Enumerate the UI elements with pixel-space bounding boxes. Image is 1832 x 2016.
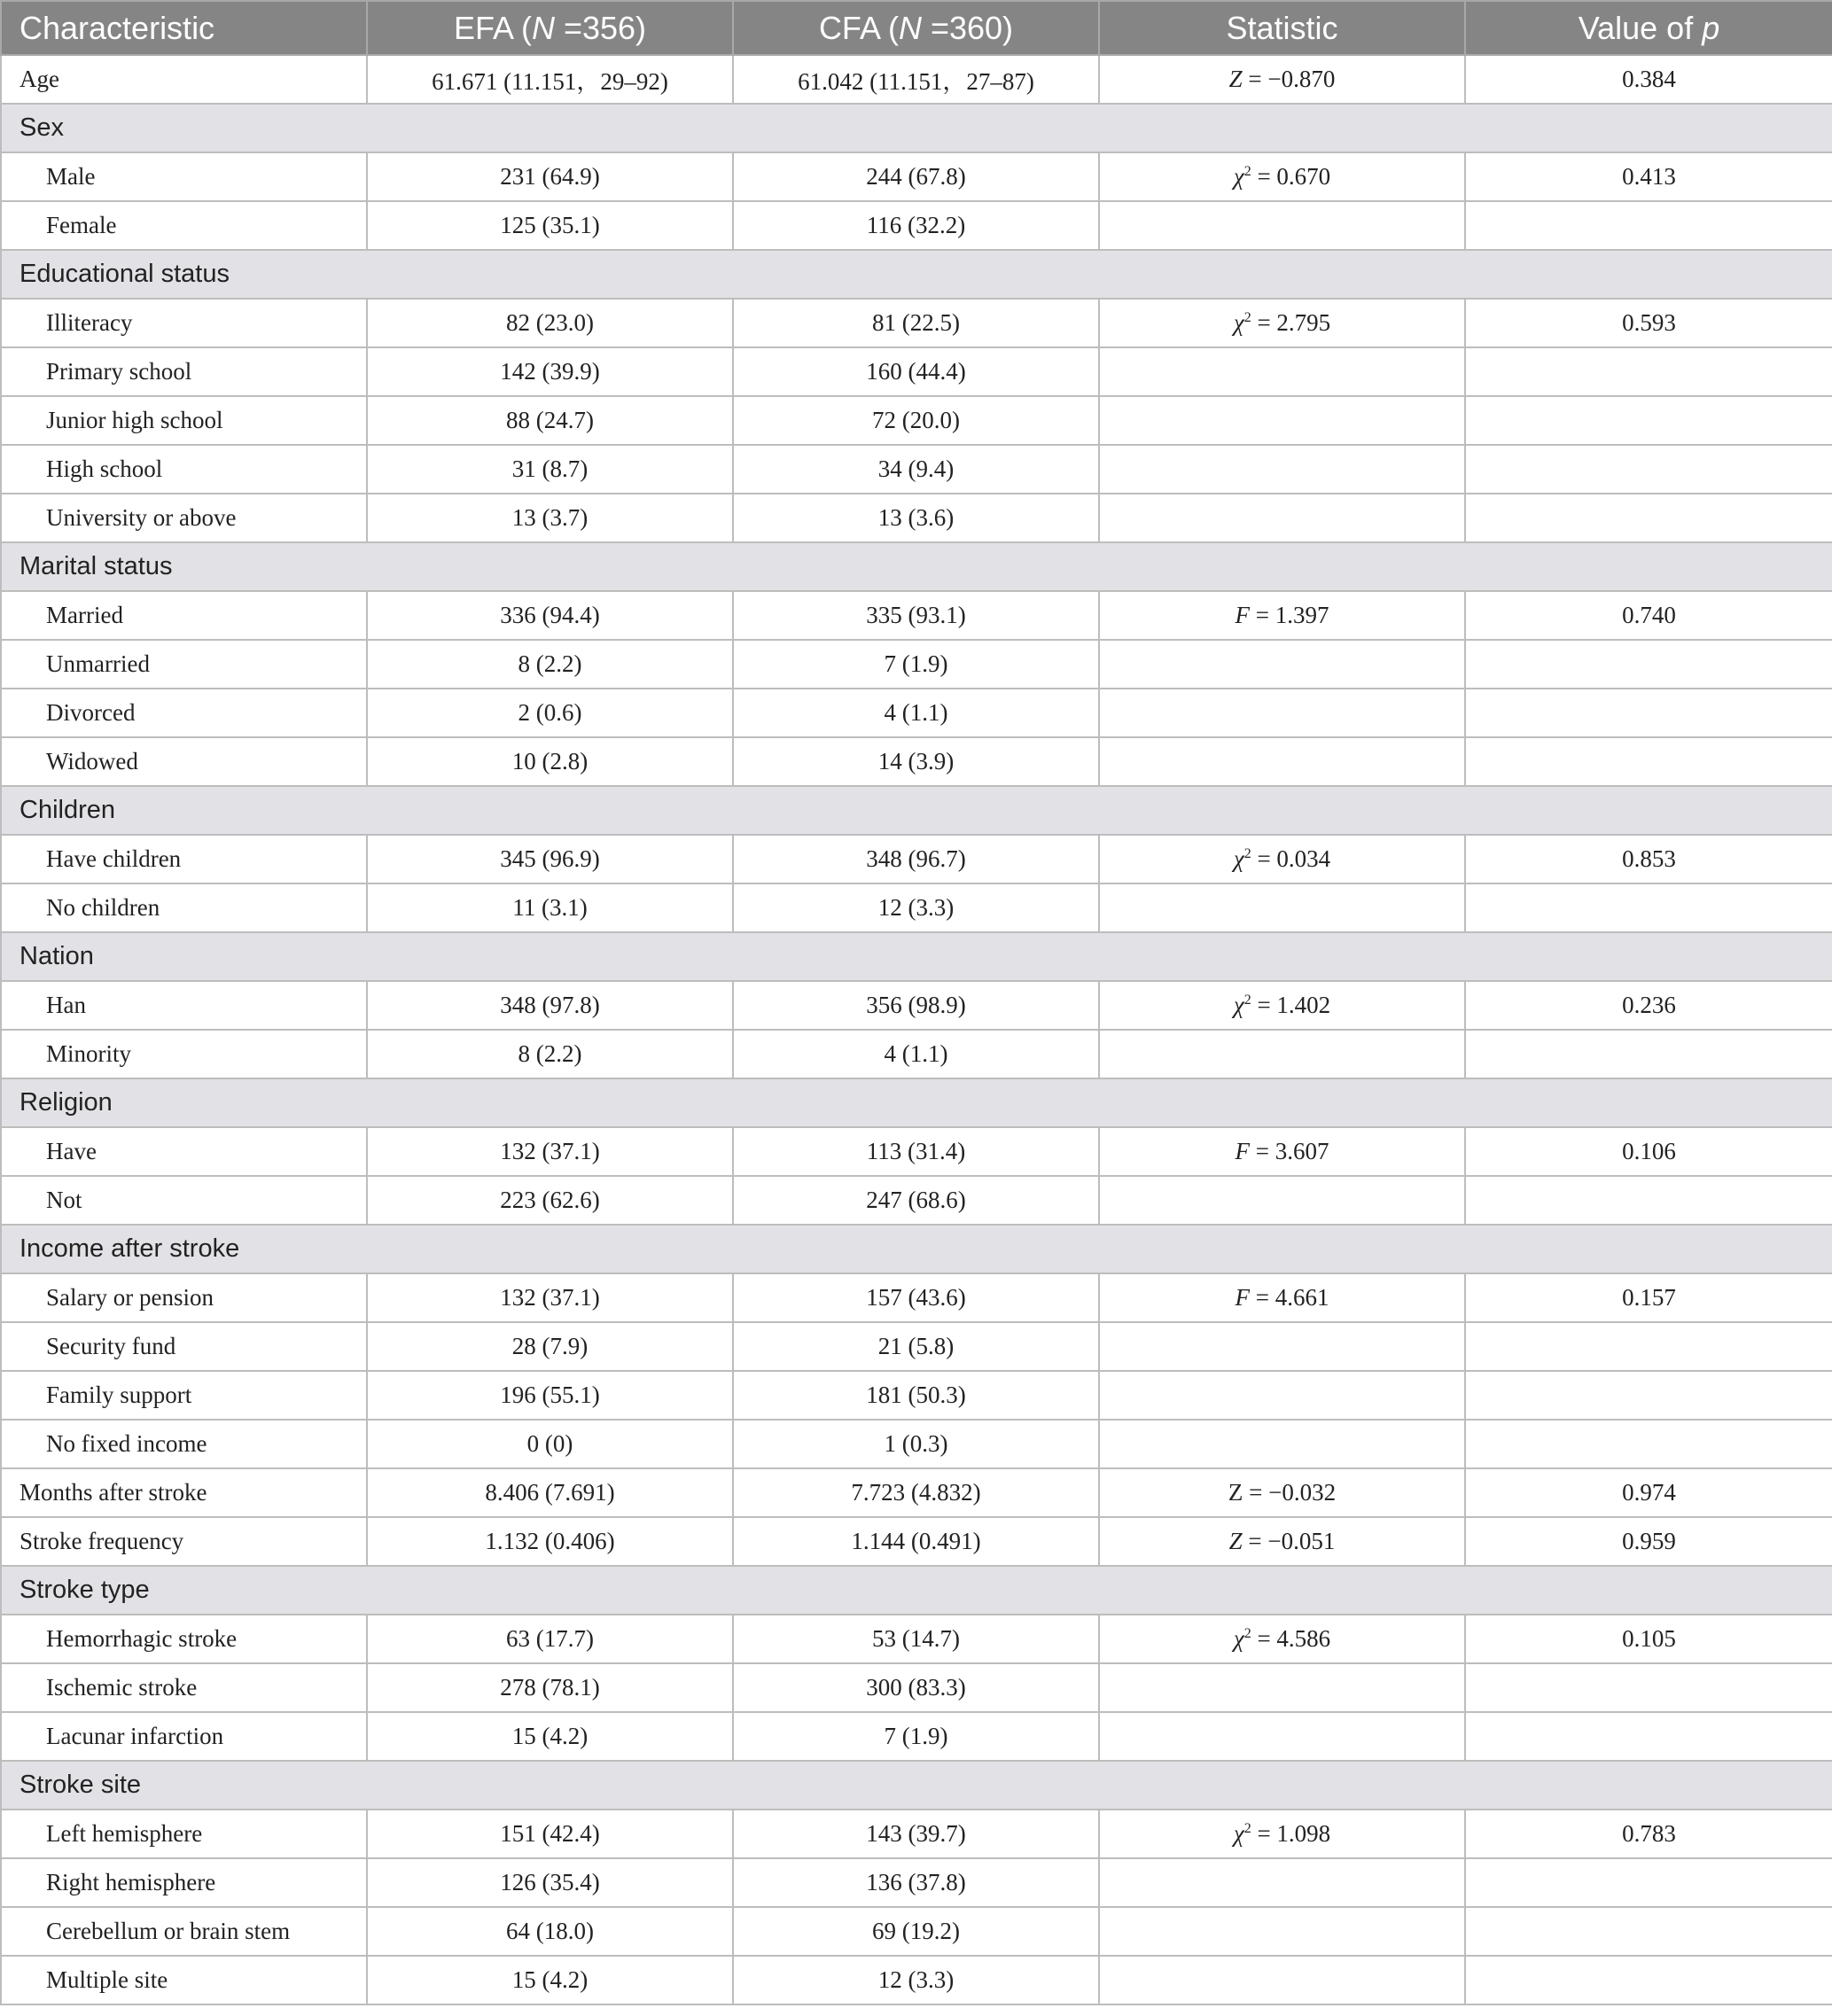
row-label: Cerebellum or brain stem bbox=[1, 1907, 367, 1956]
statistic-symbol: F bbox=[1235, 1138, 1250, 1164]
header-efa-prefix: EFA ( bbox=[453, 9, 532, 46]
cfa-cell: 12 (3.3) bbox=[733, 1956, 1099, 2004]
group-header-row bbox=[1, 1566, 1832, 1615]
efa-cell: 345 (96.9) bbox=[367, 835, 733, 883]
header-efa-suffix: =356) bbox=[554, 9, 647, 46]
table-row bbox=[1, 883, 1832, 932]
p-value-cell: 0.106 bbox=[1465, 1127, 1832, 1176]
table-row bbox=[1, 1030, 1832, 1078]
table-row bbox=[1, 835, 1832, 883]
p-value-cell bbox=[1465, 689, 1832, 737]
statistic-cell bbox=[1099, 201, 1465, 250]
table-row bbox=[1, 347, 1832, 396]
statistic-value: = 0.670 bbox=[1251, 163, 1331, 190]
p-value-cell: 0.783 bbox=[1465, 1810, 1832, 1858]
cfa-cell: 7.723 (4.832) bbox=[733, 1468, 1099, 1517]
table-row bbox=[1, 494, 1832, 542]
statistic-cell bbox=[1099, 55, 1465, 104]
statistic-superscript: 2 bbox=[1243, 1626, 1251, 1641]
statistic-cell bbox=[1099, 835, 1465, 883]
group-label: Stroke site bbox=[1, 1761, 1832, 1810]
statistic-cell bbox=[1099, 1322, 1465, 1371]
header-cfa-prefix: CFA ( bbox=[818, 9, 899, 46]
statistic-cell bbox=[1099, 1858, 1465, 1907]
row-label: University or above bbox=[1, 494, 367, 542]
header-cfa-n: N bbox=[898, 9, 922, 46]
header-cfa bbox=[733, 1, 1099, 55]
table-row bbox=[1, 1517, 1832, 1566]
row-label: Illiteracy bbox=[1, 299, 367, 347]
efa-cell: 1.132 (0.406) bbox=[367, 1517, 733, 1566]
cfa-cell: 4 (1.1) bbox=[733, 689, 1099, 737]
group-header-row bbox=[1, 1761, 1832, 1810]
statistic-superscript: 2 bbox=[1243, 992, 1251, 1008]
efa-cell: 11 (3.1) bbox=[367, 883, 733, 932]
row-label: No children bbox=[1, 883, 367, 932]
statistic-cell bbox=[1099, 1371, 1465, 1420]
statistic-value: = 1.397 bbox=[1250, 602, 1329, 628]
efa-cell: 15 (4.2) bbox=[367, 1712, 733, 1761]
row-label: Multiple site bbox=[1, 1956, 367, 2004]
p-value-cell: 0.959 bbox=[1465, 1517, 1832, 1566]
cfa-cell: 12 (3.3) bbox=[733, 883, 1099, 932]
table-row bbox=[1, 1468, 1832, 1517]
header-characteristic: Characteristic bbox=[1, 1, 367, 55]
statistic-cell bbox=[1099, 1517, 1465, 1566]
statistic-value: = −0.051 bbox=[1242, 1528, 1336, 1554]
table-row bbox=[1, 1907, 1832, 1956]
p-value-cell bbox=[1465, 201, 1832, 250]
table-row bbox=[1, 1712, 1832, 1761]
statistic-cell bbox=[1099, 1712, 1465, 1761]
p-value-cell bbox=[1465, 1663, 1832, 1712]
header-row bbox=[1, 1, 1832, 55]
group-label: Sex bbox=[1, 104, 1832, 152]
header-pvalue bbox=[1465, 1, 1832, 55]
table-row bbox=[1, 299, 1832, 347]
statistic-cell bbox=[1099, 347, 1465, 396]
table-row bbox=[1, 1127, 1832, 1176]
p-value-cell bbox=[1465, 494, 1832, 542]
statistic-cell bbox=[1099, 737, 1465, 786]
statistic-superscript: 2 bbox=[1243, 164, 1251, 179]
efa-cell: 10 (2.8) bbox=[367, 737, 733, 786]
efa-cell: 8 (2.2) bbox=[367, 640, 733, 689]
p-value-cell bbox=[1465, 1322, 1832, 1371]
table-row bbox=[1, 1273, 1832, 1322]
cfa-cell: 1 (0.3) bbox=[733, 1420, 1099, 1468]
table-row bbox=[1, 396, 1832, 445]
row-label: Unmarried bbox=[1, 640, 367, 689]
row-label: High school bbox=[1, 445, 367, 494]
efa-cell: 31 (8.7) bbox=[367, 445, 733, 494]
statistic-value: = 0.034 bbox=[1251, 845, 1331, 872]
efa-cell: 63 (17.7) bbox=[367, 1615, 733, 1663]
p-value-cell: 0.384 bbox=[1465, 55, 1832, 104]
statistic-symbol: χ bbox=[1233, 845, 1244, 872]
efa-cell: 126 (35.4) bbox=[367, 1858, 733, 1907]
table-row bbox=[1, 737, 1832, 786]
row-label: Age bbox=[1, 55, 367, 104]
row-label: Stroke frequency bbox=[1, 1517, 367, 1566]
statistic-value: = 2.795 bbox=[1251, 309, 1331, 336]
row-label: Security fund bbox=[1, 1322, 367, 1371]
efa-cell: 142 (39.9) bbox=[367, 347, 733, 396]
statistic-cell bbox=[1099, 1127, 1465, 1176]
statistic-symbol: F bbox=[1235, 1284, 1250, 1311]
row-label: Male bbox=[1, 152, 367, 201]
efa-cell: 13 (3.7) bbox=[367, 494, 733, 542]
statistic-symbol: χ bbox=[1233, 163, 1244, 190]
statistic-superscript: 2 bbox=[1243, 846, 1251, 861]
statistic-cell bbox=[1099, 299, 1465, 347]
table-row bbox=[1, 55, 1832, 104]
table-row bbox=[1, 1858, 1832, 1907]
efa-cell: 82 (23.0) bbox=[367, 299, 733, 347]
group-header-row bbox=[1, 1078, 1832, 1127]
statistic-symbol: χ bbox=[1233, 1625, 1244, 1652]
cfa-cell: 61.042 (11.151，27–87) bbox=[733, 55, 1099, 104]
p-value-cell bbox=[1465, 1371, 1832, 1420]
cfa-cell: 14 (3.9) bbox=[733, 737, 1099, 786]
row-label: Salary or pension bbox=[1, 1273, 367, 1322]
p-value-cell bbox=[1465, 1858, 1832, 1907]
p-value-cell bbox=[1465, 737, 1832, 786]
p-value-cell: 0.413 bbox=[1465, 152, 1832, 201]
group-header-row bbox=[1, 104, 1832, 152]
header-efa bbox=[367, 1, 733, 55]
row-label: Minority bbox=[1, 1030, 367, 1078]
statistic-symbol: Z bbox=[1228, 1528, 1243, 1554]
cfa-cell: 244 (67.8) bbox=[733, 152, 1099, 201]
statistic-cell bbox=[1099, 1273, 1465, 1322]
row-label: Have children bbox=[1, 835, 367, 883]
table-row bbox=[1, 1810, 1832, 1858]
statistic-symbol: χ bbox=[1233, 309, 1244, 336]
cfa-cell: 13 (3.6) bbox=[733, 494, 1099, 542]
header-efa-n: N bbox=[531, 9, 555, 46]
efa-cell: 231 (64.9) bbox=[367, 152, 733, 201]
row-label: Have bbox=[1, 1127, 367, 1176]
p-value-cell bbox=[1465, 1176, 1832, 1225]
row-label: Primary school bbox=[1, 347, 367, 396]
statistic-cell bbox=[1099, 494, 1465, 542]
row-label: Right hemisphere bbox=[1, 1858, 367, 1907]
row-label: Lacunar infarction bbox=[1, 1712, 367, 1761]
cfa-cell: 136 (37.8) bbox=[733, 1858, 1099, 1907]
statistic-cell bbox=[1099, 981, 1465, 1030]
group-header-row bbox=[1, 1225, 1832, 1273]
cfa-cell: 81 (22.5) bbox=[733, 299, 1099, 347]
efa-cell: 151 (42.4) bbox=[367, 1810, 733, 1858]
cfa-cell: 69 (19.2) bbox=[733, 1907, 1099, 1956]
p-value-cell bbox=[1465, 1030, 1832, 1078]
row-label: Hemorrhagic stroke bbox=[1, 1615, 367, 1663]
cfa-cell: 72 (20.0) bbox=[733, 396, 1099, 445]
statistic-cell bbox=[1099, 1176, 1465, 1225]
statistic-value: = 4.661 bbox=[1250, 1284, 1329, 1311]
group-label: Children bbox=[1, 786, 1832, 835]
p-value-cell: 0.740 bbox=[1465, 591, 1832, 640]
efa-cell: 0 (0) bbox=[367, 1420, 733, 1468]
p-value-cell bbox=[1465, 396, 1832, 445]
efa-cell: 348 (97.8) bbox=[367, 981, 733, 1030]
efa-cell: 8 (2.2) bbox=[367, 1030, 733, 1078]
p-value-cell: 0.105 bbox=[1465, 1615, 1832, 1663]
table-row bbox=[1, 591, 1832, 640]
cfa-cell: 356 (98.9) bbox=[733, 981, 1099, 1030]
statistic-cell bbox=[1099, 1663, 1465, 1712]
p-value-cell bbox=[1465, 1907, 1832, 1956]
cfa-cell: 4 (1.1) bbox=[733, 1030, 1099, 1078]
statistic-cell bbox=[1099, 640, 1465, 689]
group-header-row bbox=[1, 542, 1832, 591]
table-row bbox=[1, 1663, 1832, 1712]
statistic-value: = 1.098 bbox=[1251, 1820, 1331, 1847]
statistic-superscript: 2 bbox=[1243, 310, 1251, 325]
table-row bbox=[1, 689, 1832, 737]
table-row bbox=[1, 1322, 1832, 1371]
row-label: Female bbox=[1, 201, 367, 250]
row-label: Han bbox=[1, 981, 367, 1030]
cfa-cell: 300 (83.3) bbox=[733, 1663, 1099, 1712]
p-value-cell: 0.157 bbox=[1465, 1273, 1832, 1322]
efa-cell: 196 (55.1) bbox=[367, 1371, 733, 1420]
efa-cell: 8.406 (7.691) bbox=[367, 1468, 733, 1517]
row-label: Left hemisphere bbox=[1, 1810, 367, 1858]
header-pvalue-var: p bbox=[1702, 9, 1720, 46]
header-cfa-suffix: =360) bbox=[921, 9, 1014, 46]
efa-cell: 61.671 (11.151，29–92) bbox=[367, 55, 733, 104]
table-row bbox=[1, 1371, 1832, 1420]
statistic-cell bbox=[1099, 445, 1465, 494]
efa-cell: 15 (4.2) bbox=[367, 1956, 733, 2004]
p-value-cell: 0.853 bbox=[1465, 835, 1832, 883]
statistic-symbol: F bbox=[1235, 602, 1250, 628]
statistic-cell bbox=[1099, 1030, 1465, 1078]
group-label: Religion bbox=[1, 1078, 1832, 1127]
statistic-symbol: Z bbox=[1228, 66, 1243, 92]
row-label: Not bbox=[1, 1176, 367, 1225]
table-row bbox=[1, 1615, 1832, 1663]
statistic-cell bbox=[1099, 1420, 1465, 1468]
cfa-cell: 247 (68.6) bbox=[733, 1176, 1099, 1225]
statistic-value: = −0.870 bbox=[1242, 66, 1336, 92]
row-label: Widowed bbox=[1, 737, 367, 786]
row-label: Months after stroke bbox=[1, 1468, 367, 1517]
group-label: Income after stroke bbox=[1, 1225, 1832, 1273]
cfa-cell: 143 (39.7) bbox=[733, 1810, 1099, 1858]
efa-cell: 132 (37.1) bbox=[367, 1127, 733, 1176]
statistic-cell bbox=[1099, 396, 1465, 445]
statistic-cell bbox=[1099, 152, 1465, 201]
table-row bbox=[1, 445, 1832, 494]
efa-cell: 64 (18.0) bbox=[367, 1907, 733, 1956]
statistic-cell bbox=[1099, 1907, 1465, 1956]
cfa-cell: 113 (31.4) bbox=[733, 1127, 1099, 1176]
group-label: Educational status bbox=[1, 250, 1832, 299]
cfa-cell: 34 (9.4) bbox=[733, 445, 1099, 494]
cfa-cell: 7 (1.9) bbox=[733, 1712, 1099, 1761]
statistic-value: = 1.402 bbox=[1251, 992, 1331, 1018]
group-label: Stroke type bbox=[1, 1566, 1832, 1615]
cfa-cell: 53 (14.7) bbox=[733, 1615, 1099, 1663]
table-row bbox=[1, 152, 1832, 201]
efa-cell: 132 (37.1) bbox=[367, 1273, 733, 1322]
statistic-value: = 4.586 bbox=[1251, 1625, 1331, 1652]
table-row bbox=[1, 201, 1832, 250]
group-header-row bbox=[1, 786, 1832, 835]
statistic-cell bbox=[1099, 1956, 1465, 2004]
cfa-cell: 116 (32.2) bbox=[733, 201, 1099, 250]
group-header-row bbox=[1, 250, 1832, 299]
header-statistic: Statistic bbox=[1099, 1, 1465, 55]
statistic-value: Z = −0.032 bbox=[1228, 1479, 1337, 1506]
table-row bbox=[1, 1176, 1832, 1225]
row-label: Married bbox=[1, 591, 367, 640]
header-pvalue-prefix: Value of bbox=[1578, 9, 1703, 46]
group-label: Nation bbox=[1, 932, 1832, 981]
table-row bbox=[1, 1420, 1832, 1468]
statistic-cell bbox=[1099, 689, 1465, 737]
p-value-cell bbox=[1465, 1712, 1832, 1761]
p-value-cell bbox=[1465, 1956, 1832, 2004]
efa-cell: 2 (0.6) bbox=[367, 689, 733, 737]
cfa-cell: 157 (43.6) bbox=[733, 1273, 1099, 1322]
cfa-cell: 1.144 (0.491) bbox=[733, 1517, 1099, 1566]
table-body bbox=[1, 55, 1832, 2004]
efa-cell: 88 (24.7) bbox=[367, 396, 733, 445]
cfa-cell: 181 (50.3) bbox=[733, 1371, 1099, 1420]
table-row bbox=[1, 981, 1832, 1030]
p-value-cell: 0.974 bbox=[1465, 1468, 1832, 1517]
table-row bbox=[1, 1956, 1832, 2004]
cfa-cell: 160 (44.4) bbox=[733, 347, 1099, 396]
statistic-cell bbox=[1099, 591, 1465, 640]
cfa-cell: 7 (1.9) bbox=[733, 640, 1099, 689]
cfa-cell: 21 (5.8) bbox=[733, 1322, 1099, 1371]
p-value-cell: 0.236 bbox=[1465, 981, 1832, 1030]
row-label: Family support bbox=[1, 1371, 367, 1420]
row-label: Junior high school bbox=[1, 396, 367, 445]
statistic-cell bbox=[1099, 1810, 1465, 1858]
statistic-superscript: 2 bbox=[1243, 1821, 1251, 1836]
p-value-cell bbox=[1465, 445, 1832, 494]
efa-cell: 223 (62.6) bbox=[367, 1176, 733, 1225]
efa-cell: 28 (7.9) bbox=[367, 1322, 733, 1371]
efa-cell: 336 (94.4) bbox=[367, 591, 733, 640]
row-label: No fixed income bbox=[1, 1420, 367, 1468]
statistic-cell bbox=[1099, 883, 1465, 932]
efa-cell: 125 (35.1) bbox=[367, 201, 733, 250]
statistic-value: = 3.607 bbox=[1250, 1138, 1329, 1164]
statistic-cell bbox=[1099, 1615, 1465, 1663]
statistic-cell bbox=[1099, 1468, 1465, 1517]
group-header-row bbox=[1, 932, 1832, 981]
group-label: Marital status bbox=[1, 542, 1832, 591]
efa-cell: 278 (78.1) bbox=[367, 1663, 733, 1712]
p-value-cell bbox=[1465, 640, 1832, 689]
p-value-cell bbox=[1465, 1420, 1832, 1468]
statistic-symbol: χ bbox=[1233, 992, 1244, 1018]
cfa-cell: 335 (93.1) bbox=[733, 591, 1099, 640]
p-value-cell bbox=[1465, 347, 1832, 396]
cfa-cell: 348 (96.7) bbox=[733, 835, 1099, 883]
row-label: Ischemic stroke bbox=[1, 1663, 367, 1712]
p-value-cell bbox=[1465, 883, 1832, 932]
table-row bbox=[1, 640, 1832, 689]
p-value-cell: 0.593 bbox=[1465, 299, 1832, 347]
row-label: Divorced bbox=[1, 689, 367, 737]
statistic-symbol: χ bbox=[1233, 1820, 1244, 1847]
